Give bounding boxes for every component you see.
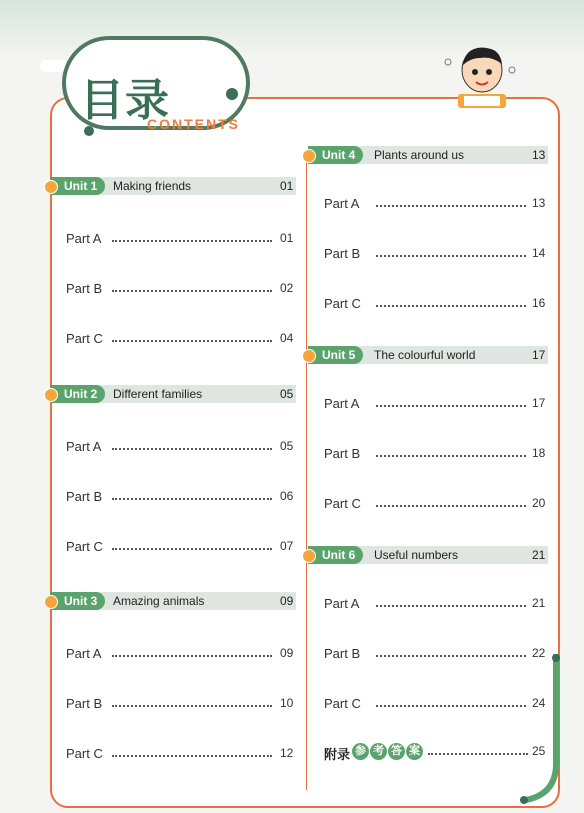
part-label: Part B: [324, 646, 361, 661]
unit-badge: Unit 5: [308, 346, 363, 364]
page-number: 16: [532, 296, 546, 310]
part-entry[interactable]: [66, 439, 296, 455]
part-label: Part C: [66, 331, 103, 346]
unit-title: Amazing animals: [113, 594, 205, 608]
leader-dots: [376, 496, 526, 507]
leader-dots: [376, 446, 526, 457]
page-number: 02: [280, 281, 294, 295]
part-entry[interactable]: [324, 396, 548, 412]
answer-char: 考: [370, 743, 387, 760]
bullet-icon: [302, 549, 316, 563]
part-entry[interactable]: [324, 696, 548, 712]
leader-dots: [376, 646, 526, 657]
page-number: 04: [280, 331, 294, 345]
unit-header[interactable]: [50, 177, 296, 195]
leader-dots: [112, 281, 272, 292]
part-entry[interactable]: [66, 281, 296, 297]
part-entry[interactable]: [66, 696, 296, 712]
unit-badge: Unit 3: [50, 592, 105, 610]
unit-title: The colourful world: [374, 348, 476, 362]
part-entry[interactable]: [66, 646, 296, 662]
unit-header[interactable]: [308, 146, 548, 164]
page-number: 20: [532, 496, 546, 510]
unit-badge: Unit 1: [50, 177, 105, 195]
page-number: 09: [280, 594, 294, 608]
part-label: Part B: [66, 489, 103, 504]
unit-title: Making friends: [113, 179, 192, 193]
page-number: 17: [532, 348, 546, 362]
part-entry[interactable]: [324, 596, 548, 612]
page-number: 06: [280, 489, 294, 503]
page-number: 24: [532, 696, 546, 710]
part-label: Part A: [324, 596, 360, 611]
leader-dots: [112, 439, 272, 450]
mascot-boy-icon: [440, 40, 520, 112]
appendix-entry[interactable]: [426, 744, 548, 760]
leader-dots: [112, 746, 272, 757]
part-entry[interactable]: [66, 746, 296, 762]
unit-header[interactable]: [50, 592, 296, 610]
page-number: 18: [532, 446, 546, 460]
bullet-icon: [44, 388, 58, 402]
leader-dots: [376, 246, 526, 257]
page-number: 01: [280, 179, 294, 193]
part-label: Part A: [66, 231, 102, 246]
leader-dots: [376, 596, 526, 607]
bullet-icon: [302, 149, 316, 163]
unit-header[interactable]: [308, 546, 548, 564]
page-number: 05: [280, 439, 294, 453]
part-entry[interactable]: [66, 231, 296, 247]
unit-title: Useful numbers: [374, 548, 459, 562]
part-label: Part A: [66, 439, 102, 454]
part-label: Part A: [324, 196, 360, 211]
leader-dots: [112, 646, 272, 657]
frame-decoration: [516, 654, 560, 804]
answer-char: 参: [352, 743, 369, 760]
part-entry[interactable]: [66, 539, 296, 555]
part-label: Part C: [66, 746, 103, 761]
part-entry[interactable]: [66, 331, 296, 347]
leader-dots: [112, 231, 272, 242]
page-number: 12: [280, 746, 294, 760]
bullet-icon: [44, 180, 58, 194]
part-label: Part B: [66, 281, 103, 296]
part-label: Part C: [324, 296, 361, 311]
page-number: 10: [280, 696, 294, 710]
page-number: 13: [532, 148, 546, 162]
leader-dots: [112, 489, 272, 500]
page-number: 17: [532, 396, 546, 410]
part-entry[interactable]: [66, 489, 296, 505]
page-number: 14: [532, 246, 546, 260]
part-label: Part C: [66, 539, 103, 554]
part-label: Part B: [324, 446, 361, 461]
page-title: 目录: [80, 76, 170, 125]
part-label: Part A: [324, 396, 360, 411]
leader-dots: [112, 331, 272, 342]
unit-badge: Unit 6: [308, 546, 363, 564]
page-number: 13: [532, 196, 546, 210]
part-entry[interactable]: [324, 446, 548, 462]
page-number: 21: [532, 548, 546, 562]
part-label: Part B: [66, 696, 103, 711]
leader-dots: [112, 539, 272, 550]
unit-title: Plants around us: [374, 148, 465, 162]
part-entry[interactable]: [324, 246, 548, 262]
page-number: 01: [280, 231, 294, 245]
part-label: Part A: [66, 646, 102, 661]
leader-dots: [376, 396, 526, 407]
page-number: 22: [532, 646, 546, 660]
leader-dots: [376, 196, 526, 207]
leader-dots: [376, 696, 526, 707]
bullet-icon: [44, 595, 58, 609]
unit-title: Different families: [113, 387, 203, 401]
part-label: Part C: [324, 496, 361, 511]
part-label: Part B: [324, 246, 361, 261]
page-subtitle: CONTENTS: [147, 116, 240, 132]
answer-char: 答: [388, 743, 405, 760]
part-entry[interactable]: [324, 646, 548, 662]
page-number: 21: [532, 596, 546, 610]
part-entry[interactable]: [324, 296, 548, 312]
part-entry[interactable]: [324, 196, 548, 212]
answers-title: [352, 741, 424, 759]
unit-badge: Unit 2: [50, 385, 105, 403]
appendix-label: 附录: [324, 747, 351, 762]
page-number: 05: [280, 387, 294, 401]
unit-header[interactable]: [308, 346, 548, 364]
leader-dots: [428, 744, 528, 755]
leader-dots: [376, 296, 526, 307]
unit-header[interactable]: [50, 385, 296, 403]
answer-char: 案: [406, 743, 423, 760]
page-number: 25: [532, 744, 546, 758]
page-number: 07: [280, 539, 294, 553]
bubble-dot: [84, 126, 94, 136]
bubble-dot: [226, 88, 238, 100]
page-number: 09: [280, 646, 294, 660]
leader-dots: [112, 696, 272, 707]
bullet-icon: [302, 349, 316, 363]
part-entry[interactable]: [324, 496, 548, 512]
column-divider: [306, 150, 307, 790]
unit-badge: Unit 4: [308, 146, 363, 164]
part-label: Part C: [324, 696, 361, 711]
